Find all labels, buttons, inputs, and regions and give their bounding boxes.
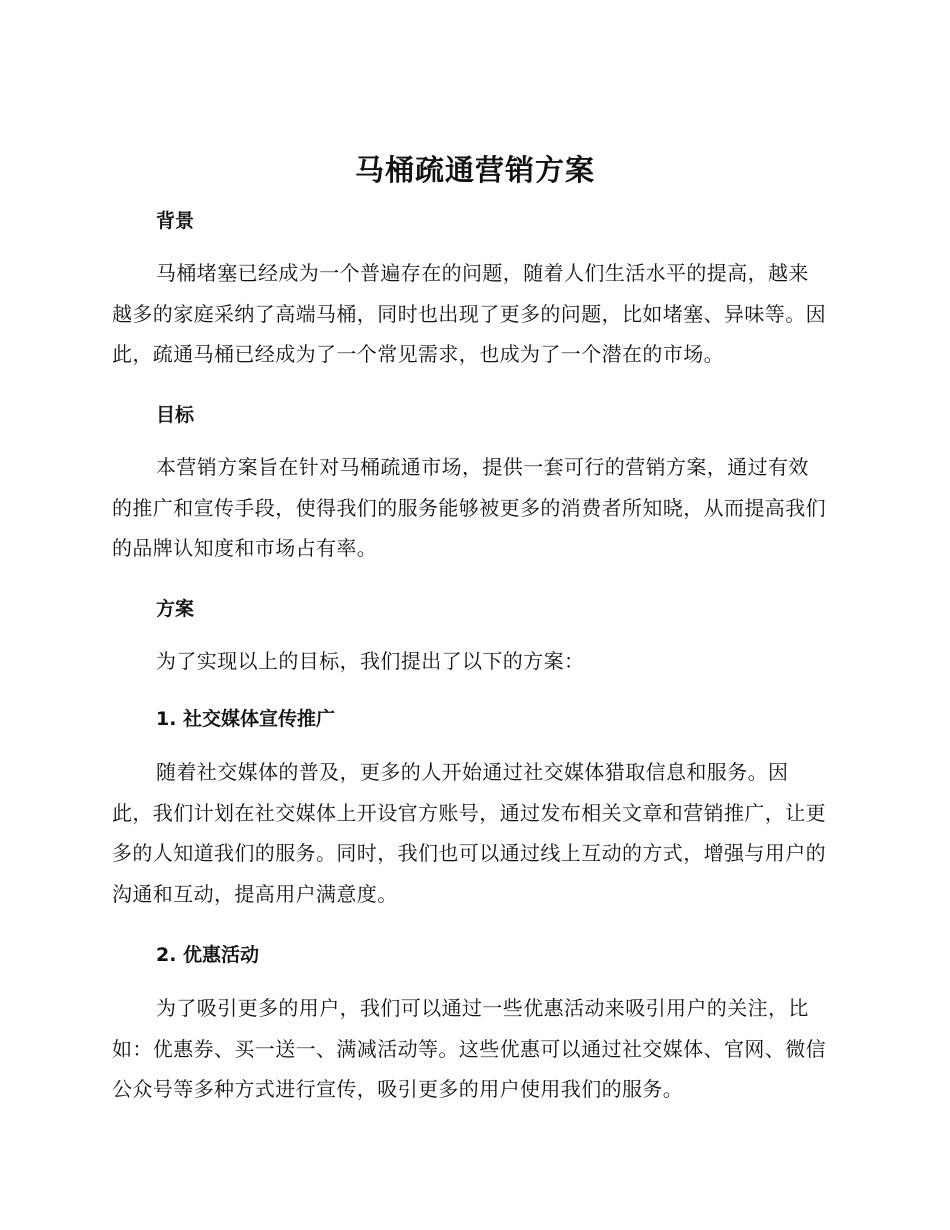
section-heading-promotions: 2. 优惠活动 xyxy=(156,944,260,966)
section-heading-goal: 目标 xyxy=(156,404,195,426)
section-heading-plan: 方案 xyxy=(156,598,195,620)
section-paragraph-background: 马桶堵塞已经成为一个普遍存在的问题，随着人们生活水平的提高，越来越多的家庭采纳了高端马桶，同时也出现了更多的问题，比如堵塞、异味等。因此，疏通马桶已经成为了一个常见需求，也成为了一个潜在的市场。 xyxy=(112,261,826,366)
section-heading-social-media: 1. 社交媒体宣传推广 xyxy=(156,708,336,730)
section-heading-background: 背景 xyxy=(156,210,195,232)
section-paragraph-social-media: 随着社交媒体的普及，更多的人开始通过社交媒体猎取信息和服务。因此，我们计划在社交媒体上开设官方账号，通过发布相关文章和营销推广，让更多的人知道我们的服务。同时，我们也可以通过线上互动的方式，增强与用户的沟通和互动，提高用户满意度。 xyxy=(112,760,826,906)
section-paragraph-promotions: 为了吸引更多的用户，我们可以通过一些优惠活动来吸引用户的关注，比如：优惠券、买一送一、满减活动等。这些优惠可以通过社交媒体、官网、微信公众号等多种方式进行宣传，吸引更多的用户使用我们的服务。 xyxy=(112,996,826,1101)
document-title: 马桶疏通营销方案 xyxy=(354,153,595,187)
section-paragraph-goal: 本营销方案旨在针对马桶疏通市场，提供一套可行的营销方案，通过有效的推广和宣传手段，使得我们的服务能够被更多的消费者所知晓，从而提高我们的品牌认知度和市场占有率。 xyxy=(112,455,826,560)
section-paragraph-plan: 为了实现以上的目标，我们提出了以下的方案： xyxy=(156,649,585,673)
